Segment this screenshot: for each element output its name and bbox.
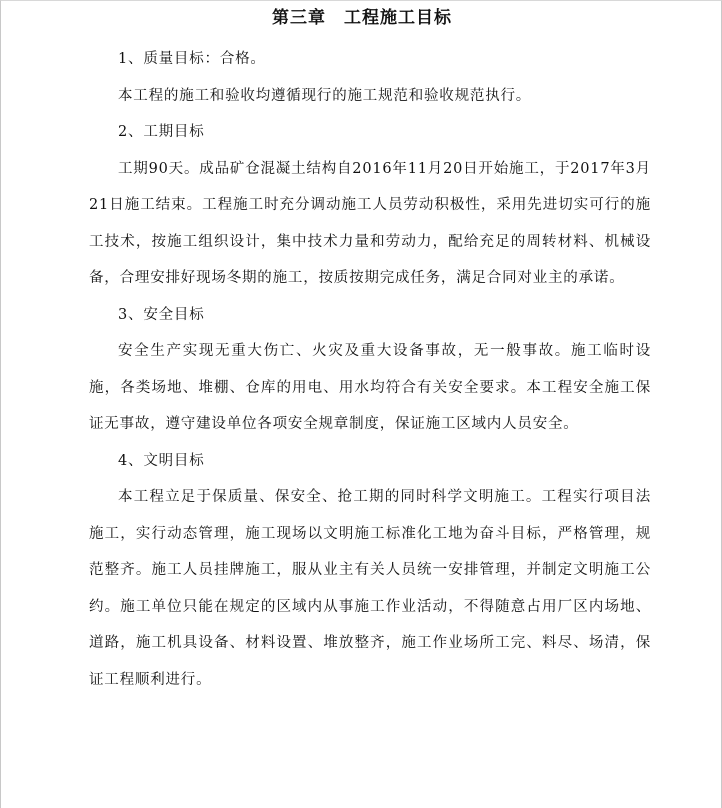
document-body [89, 41, 651, 698]
section-heading-quality: 1、质量目标：合格。 [118, 51, 266, 67]
section-heading-safety: 3、安全目标 [118, 306, 205, 323]
section-body-safety: 安全生产实现无重大伤亡、火灾及重大设备事故，无一般事故。施工临时设施，各类场地、堆棚、仓库的用电、用水均符合有关安全要求。本工程安全施工保证无事故，遵守建设单位各项安全规章制度，保证施工区域内人员安全。 [89, 343, 651, 432]
section-body-quality: 本工程的施工和验收均遵循现行的施工规范和验收规范执行。 [118, 87, 532, 104]
section-heading-schedule: 2、工期目标 [118, 124, 205, 140]
page-title: 第三章 工程施工目标 [272, 8, 452, 28]
section-body-civilization: 本工程立足于保质量、保安全、抢工期的同时科学文明施工。工程实行项目法施工，实行动态管理，施工现场以文明施工标准化工地为奋斗目标，严格管理，规范整齐。施工人员挂牌施工，服从业主有关人员统一安排管理，并制定文明施工公约。施工单位只能在规定的区域内从事施工作业活动，不得随意占用厂区内场地、道路，施工机具设备、材料设置、堆放整齐，施工作业场所工完、料尽、场清，保证工程顺利进行。 [89, 489, 651, 688]
section-body-schedule: 工期90天。成品矿仓混凝土结构自2016年11月20日开始施工，于2017年3月21日施工结束。工程施工时充分调动施工人员劳动积极性，采用先进切实可行的施工技术，按施工组织设计，集中技术力量和劳动力，配给充足的周转材料、机械设备，合理安排好现场冬期的施工，按质按期完成任务，满足合同对业主的承诺。 [89, 160, 651, 286]
section-heading-civilization: 4、文明目标 [118, 452, 205, 469]
